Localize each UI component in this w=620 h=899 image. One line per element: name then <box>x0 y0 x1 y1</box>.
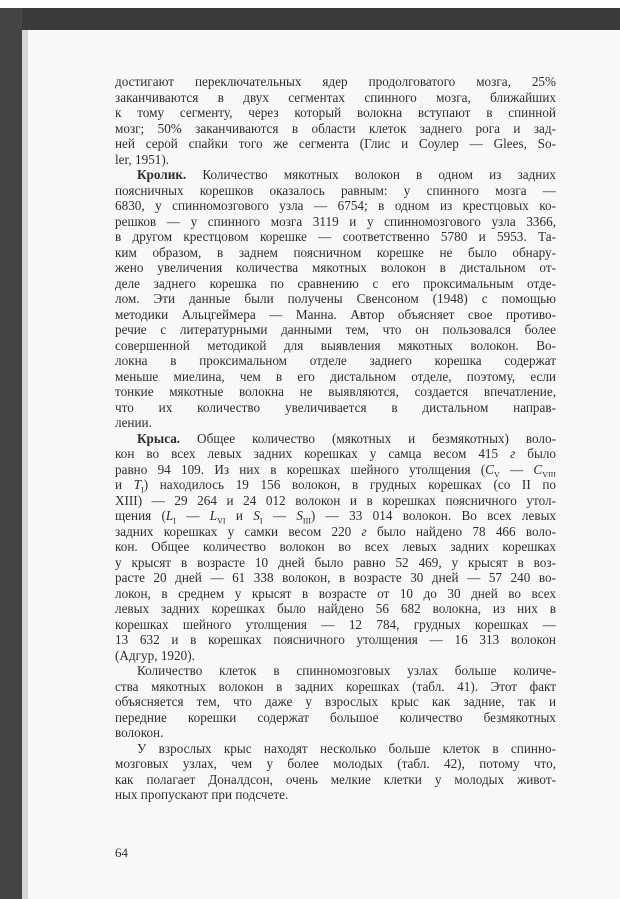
text-line <box>115 524 556 540</box>
text-line <box>115 384 556 400</box>
text-segment: Количество мякотных волокон в одном из задних <box>186 167 556 182</box>
text-segment: было <box>515 446 556 461</box>
text-line <box>115 369 556 385</box>
text-segment: задних корешках у самки весом 220 <box>115 523 362 539</box>
text-segment: совершенной методикой для выявления мякотных волокон. Во- <box>115 337 556 353</box>
text-line <box>115 260 556 276</box>
text-line <box>115 586 556 602</box>
text-line <box>115 725 556 741</box>
text-segment: левых задних корешках было найдено 56 682 волокна, из них в <box>115 601 556 616</box>
text-segment: кон во всех левых задних корешках у самца весом 415 <box>115 446 511 461</box>
subscript: V <box>493 470 500 477</box>
text-segment: меньше миелина, чем в его дистальном отделе, поэтому, если <box>115 368 556 384</box>
text-segment: г <box>361 523 367 539</box>
text-segment: L <box>165 508 174 523</box>
text-line <box>115 338 556 354</box>
text-segment: — <box>175 508 210 523</box>
text-line <box>115 167 556 183</box>
text-line <box>115 74 556 90</box>
text-line <box>115 105 556 121</box>
page-number: 64 <box>115 845 128 860</box>
text-line <box>115 756 556 772</box>
paragraph-heading: Кролик. <box>137 167 187 182</box>
text-segment: как полагает Доналдсон, очень мелкие клетки у молодых живот- <box>115 771 556 787</box>
text-segment: 6830, у спинномозгового узла — 6754; в одном из крестцовых ко- <box>115 198 556 213</box>
text-segment: — <box>499 461 534 477</box>
subscript: I <box>259 516 263 524</box>
text-segment: г <box>510 446 516 461</box>
text-segment: мозговых узлах, чем у более молодых (табл. 42), потому что, <box>115 756 556 771</box>
text-segment: поясничных корешков оказалось равным: у спинного мозга — <box>115 182 556 198</box>
text-segment: в другом крестцовом корешке — соответственно 5780 и 5953. Та- <box>115 229 556 244</box>
text-segment: У взрослых крыс находят несколько больше клеток в спинно- <box>137 740 556 756</box>
text-segment: объясняется тем, что даже у взрослых крыс как задние, так и <box>115 694 556 709</box>
text-segment: методики Альцгеймера — Манна. Автор объясняет свое противо- <box>115 306 556 322</box>
text-line <box>115 508 556 524</box>
text-segment: ней серой спайки того же сегмента (Глис и Соулер — Glees, So- <box>115 136 556 151</box>
text-segment: S <box>296 508 303 523</box>
text-line <box>115 710 556 726</box>
text-segment: Общее количество (мякотных и безмякотных) воло- <box>180 430 556 446</box>
text-segment: тонкие мякотные волокна не выявляются, создается впечатление, <box>115 384 556 399</box>
text-segment: мозг; 50% заканчиваются в области клеток заднего рога и зад- <box>115 120 556 136</box>
text-line <box>115 772 556 788</box>
text-line <box>115 245 556 261</box>
text-line <box>115 400 556 416</box>
text-segment: T <box>133 477 142 492</box>
scan-border-top <box>0 8 620 32</box>
subscript: III <box>302 516 311 524</box>
text-line <box>115 214 556 230</box>
text-segment: было найдено 78 466 воло- <box>366 523 556 539</box>
text-segment: ким образом, в заднем поясничном корешке не было обнару- <box>115 244 556 260</box>
text-line <box>115 446 556 462</box>
paragraph-heading: Крыса. <box>137 430 181 446</box>
text-line <box>115 617 556 633</box>
text-segment: лом. Эти данные были получены Свенсоном (1948) с помощью <box>115 291 556 306</box>
text-line <box>115 462 556 478</box>
text-segment: что их количество увеличивается в дистальном направ- <box>115 399 556 415</box>
text-line <box>115 601 556 617</box>
text-segment: Количество клеток в спинномозговых узлах больше количе- <box>137 663 556 678</box>
text-segment: достигают переключательных ядер продолговатого мозга, 25% <box>115 74 556 89</box>
text-segment: корешках шейного утолщения — 12 784, грудных корешках — <box>115 616 556 632</box>
text-segment: C <box>485 461 494 477</box>
text-segment: ) находилось 19 156 волокон, в грудных корешках (со II по <box>143 477 556 492</box>
text-segment: и <box>225 508 254 523</box>
text-segment: жено увеличения количества мякотных волокон в дистальном от- <box>115 260 556 275</box>
body-text <box>115 74 556 803</box>
scan-border-left <box>0 8 22 899</box>
text-segment: локон, в среднем у крысят в возрасте от 10 до 30 дней во всех <box>115 585 556 601</box>
text-segment: передние корешки содержат большое количество безмякотных <box>115 709 556 725</box>
text-line <box>115 152 556 168</box>
text-segment: речие с литературными данными тем, что он пользовался более <box>115 322 556 337</box>
text-segment: равно 94 109. Из них в корешках шейного утолщения ( <box>115 461 486 477</box>
text-segment: расте 20 дней — 61 338 волокон, в возрасте 30 дней — 57 240 во- <box>115 570 556 585</box>
text-segment: решков — у спинного мозга 3119 и у спинномозгового узла 3366, <box>115 213 556 229</box>
text-line <box>115 663 556 679</box>
subscript: VIII <box>542 470 556 477</box>
text-segment: ства мякотных волокон в задних корешках (табл. 41). Этот факт <box>115 678 556 694</box>
text-segment: L <box>209 508 218 523</box>
subscript: I <box>141 485 144 493</box>
text-segment: XIII) — 29 264 и 24 012 волокон и в корешках поясничного утол- <box>115 492 556 508</box>
text-segment: у крысят в возрасте 10 дней было равно 52 469, у крысят в воз- <box>115 554 556 570</box>
text-line <box>115 322 556 338</box>
text-line <box>115 741 556 757</box>
text-segment: и <box>115 477 134 492</box>
text-segment: волокон. <box>115 725 164 740</box>
text-line <box>115 555 556 571</box>
text-line <box>115 493 556 509</box>
text-segment: заканчиваются в двух сегментах спинного мозга, ближайших <box>115 89 556 105</box>
text-line <box>115 183 556 199</box>
text-segment: ler, 1951). <box>115 151 170 167</box>
text-line <box>115 694 556 710</box>
text-line <box>115 276 556 292</box>
text-line <box>115 291 556 307</box>
text-line <box>115 121 556 137</box>
text-line <box>115 431 556 447</box>
text-line <box>115 307 556 323</box>
text-segment: щения ( <box>115 508 166 523</box>
text-line <box>115 198 556 214</box>
subscript: VI <box>217 516 226 524</box>
text-line <box>115 136 556 152</box>
text-line <box>115 787 556 803</box>
text-line <box>115 679 556 695</box>
text-line <box>115 648 556 664</box>
text-line <box>115 353 556 369</box>
text-segment: деле заднего корешка по сравнению с его проксимальным отде- <box>115 275 556 291</box>
text-segment: к тому сегменту, через который волокна вступают в спинной <box>115 105 556 120</box>
text-segment: лении. <box>115 415 152 430</box>
text-segment: 13 632 и в корешках поясничного утолщения — 16 313 волокон <box>115 632 556 647</box>
text-line <box>115 229 556 245</box>
text-segment: кон. Общее количество волокон во всех левых задних корешках <box>115 539 556 554</box>
text-segment: — <box>262 508 297 523</box>
text-segment: S <box>253 508 260 523</box>
text-segment: локна в проксимальном отделе заднего корешка содержат <box>115 353 556 368</box>
text-line <box>115 570 556 586</box>
text-line <box>115 90 556 106</box>
text-line <box>115 415 556 431</box>
text-line <box>115 477 556 493</box>
page-edge-shadow <box>22 30 28 899</box>
text-segment: (Адгур, 1920). <box>115 647 195 663</box>
subscript: I <box>173 516 176 524</box>
text-line <box>115 632 556 648</box>
text-segment: ) — 33 014 волокон. Во всех левых <box>310 508 556 523</box>
text-line <box>115 539 556 555</box>
text-segment: C <box>533 461 543 477</box>
text-segment: ных пропускают при подсчете. <box>115 787 289 802</box>
